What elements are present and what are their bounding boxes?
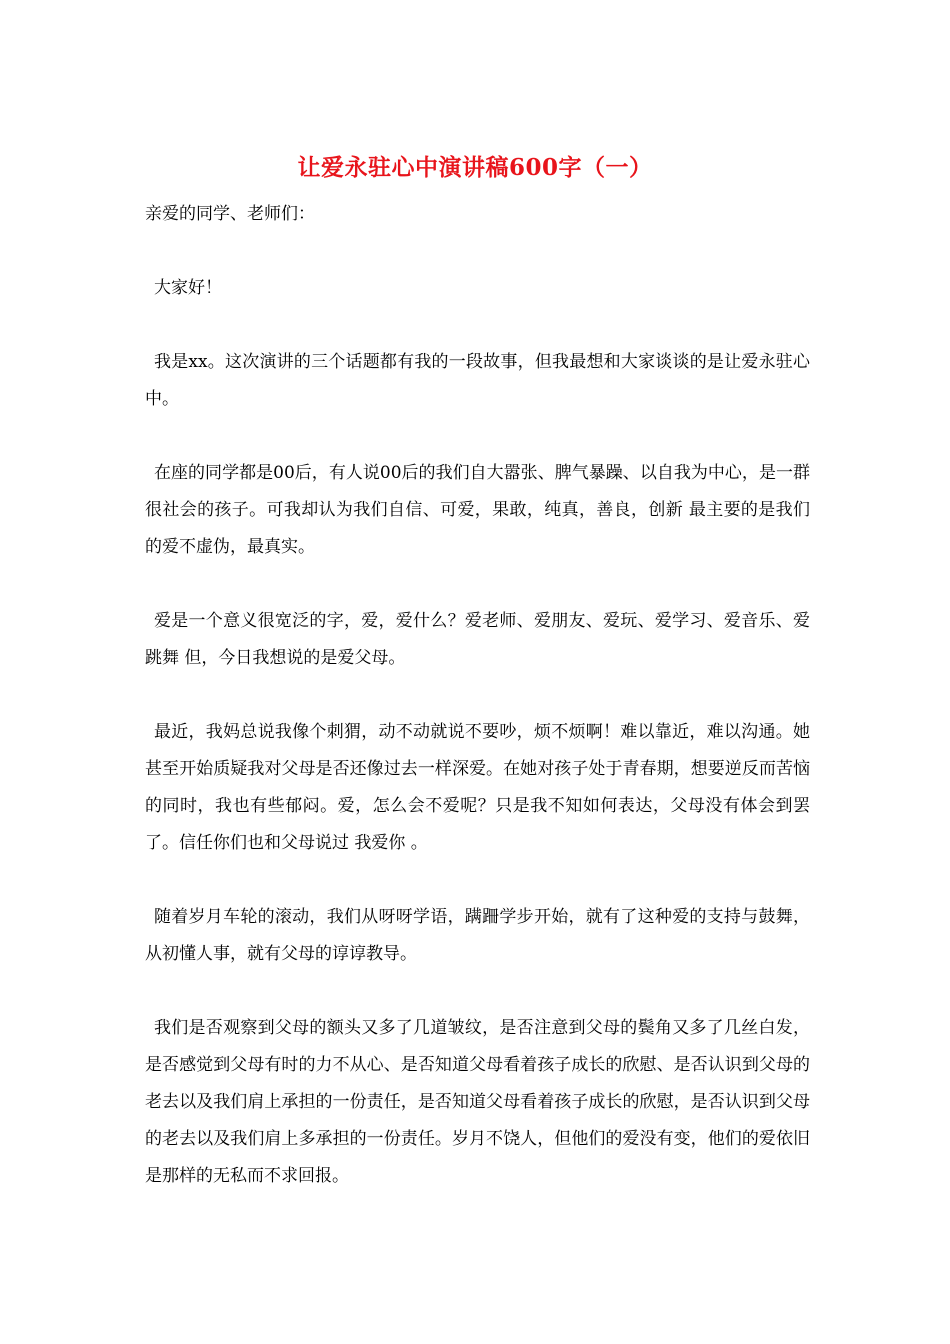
paragraph-introduction: 我是xx。这次演讲的三个话题都有我的一段故事，但我最想和大家谈谈的是让爱永驻心中。 [145,352,810,409]
paragraph-greeting: 大家好！ [154,278,222,298]
salutation: 亲爱的同学、老师们： [145,204,315,224]
paragraph-generation: 在座的同学都是00后，有人说00后的我们自大嚣张、脾气暴躁、以自我为中心，是一群很社会的孩子。可我却认为我们自信、可爱，果敢，纯真，善良，创新 最主要的是我们的爱不虚伪，最真实。 [145,463,810,557]
paragraph-meaning-of-love: 爱是一个意义很宽泛的字，爱，爱什么？爱老师、爱朋友、爱玩、爱学习、爱音乐、爱跳舞 但，今日我想说的是爱父母。 [145,611,810,668]
paragraph-mother: 最近，我妈总说我像个刺猬，动不动就说不要吵，烦不烦啊！难以靠近，难以沟通。她甚至开始质疑我对父母是否还像过去一样深爱。在她对孩子处于青春期，想要逆反而苦恼的同时，我也有些郁闷。爱，怎么会不爱呢？只是我不知如何表达，父母没有体会到罢了。信任你们也和父母说过 我爱你 。 [145,722,810,853]
document-title: 让爱永驻心中演讲稿600字（一） [297,154,653,181]
paragraph-parents-aging: 我们是否观察到父母的额头又多了几道皱纹，是否注意到父母的鬓角又多了几丝白发，是否感觉到父母有时的力不从心、是否知道父母看着孩子成长的欣慰、是否认识到父母的老去以及我们肩上承担的一份责任，是否知道父母看着孩子成长的欣慰，是否认识到父母的老去以及我们肩上多承担的一份责任。岁月不饶人，但他们的爱没有变，他们的爱依旧是那样的无私而不求回报。 [145,1018,810,1186]
document-body [145,196,810,1232]
paragraph-growing-up: 随着岁月车轮的滚动，我们从呀呀学语，蹒跚学步开始，就有了这种爱的支持与鼓舞，从初懂人事，就有父母的谆谆教导。 [145,907,810,964]
